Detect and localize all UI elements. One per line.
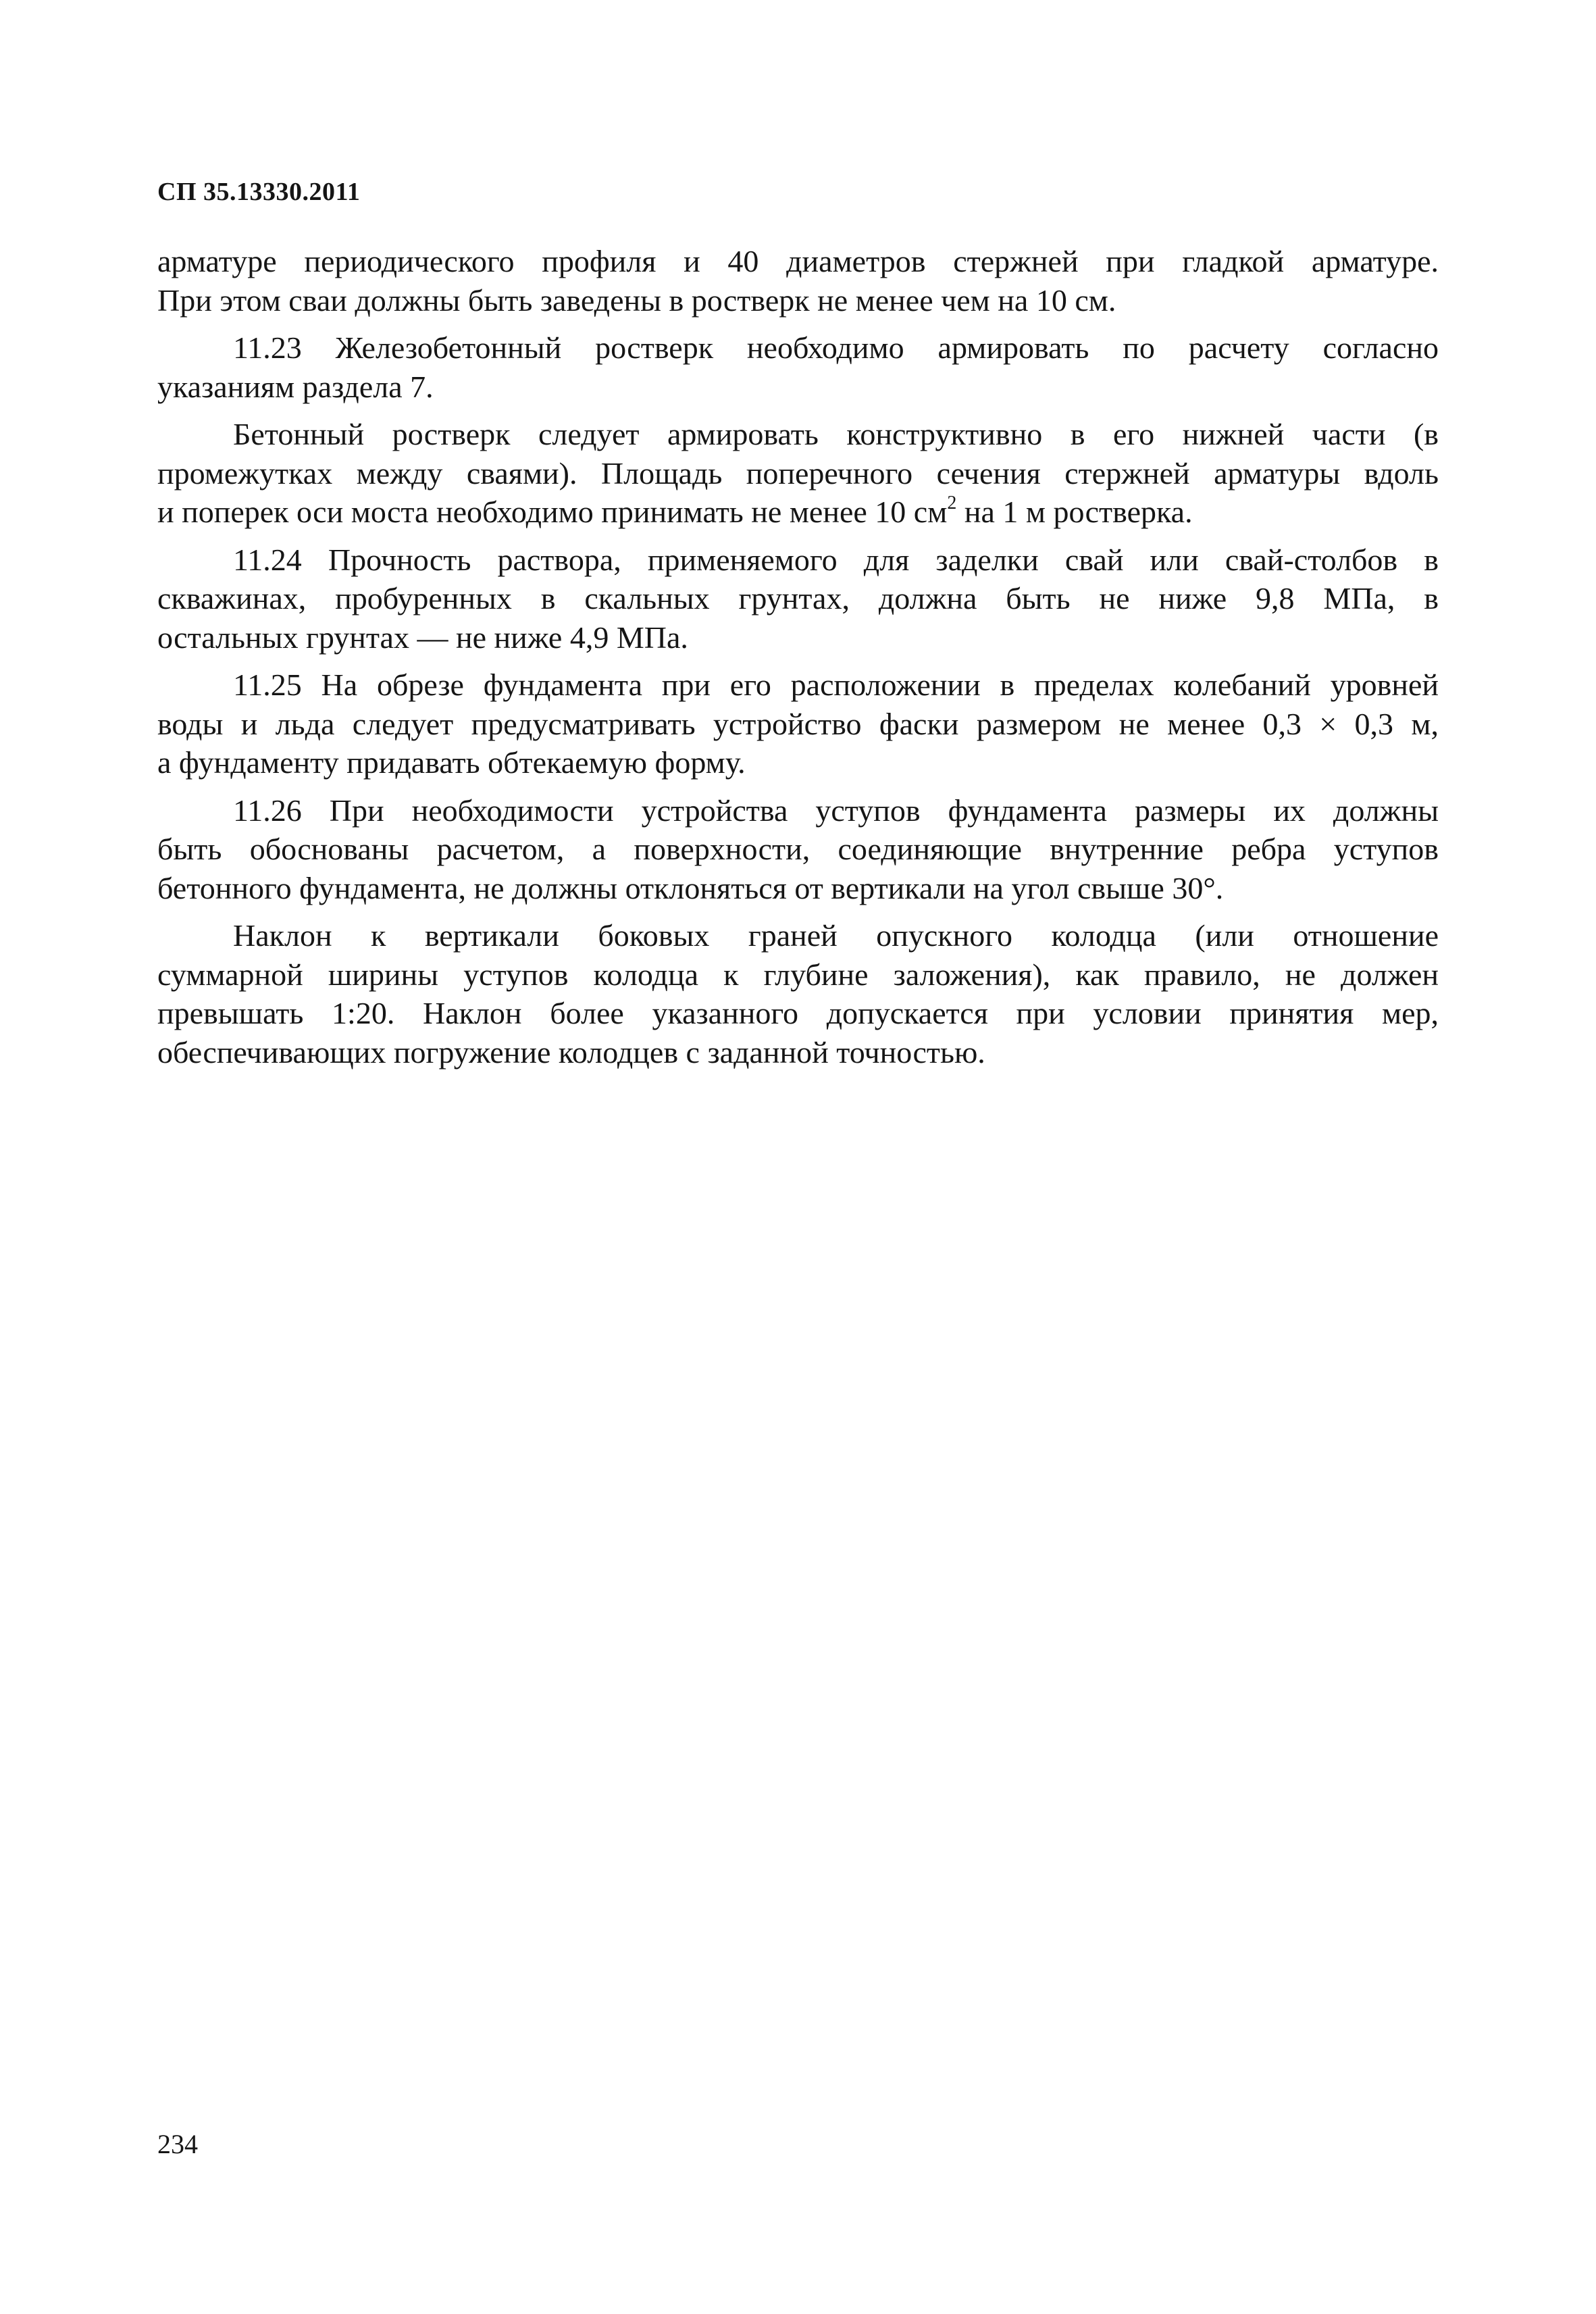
text-line: обеспечивающих погружение колодцев с заданной точностью.: [157, 1034, 985, 1070]
text-line: 11.26 При необходимости устройства уступов фундамента размеры их должны: [233, 793, 1439, 828]
text-line: Наклон к вертикали боковых граней опускного колодца (или отношение: [233, 918, 1439, 953]
text-line: 11.23 Железобетонный ростверк необходимо армировать по расчету согласно: [233, 330, 1439, 365]
paragraph-11-24: [157, 540, 1439, 657]
paragraph-concrete-grillage: [157, 415, 1439, 532]
text-line: 11.24 Прочность раствора, применяемого для заделки свай или свай-столбов в: [233, 542, 1439, 577]
text-line: При этом сваи должны быть заведены в ростверк не менее чем на 10 см.: [157, 282, 1116, 318]
text-line: Бетонный ростверк следует армировать конструктивно в его нижней части (в: [233, 417, 1439, 451]
paragraph-11-25: [157, 665, 1439, 782]
document-body: [157, 242, 1439, 1080]
document-code-header: СП 35.13330.2011: [157, 178, 361, 206]
text-line: 11.25 На обрезе фундамента при его расположении в пределах колебаний уровней: [233, 668, 1439, 702]
text-line: промежутках между сваями). Площадь поперечного сечения стержней арматуры вдоль: [157, 455, 1439, 491]
paragraph-well-slope: [157, 916, 1439, 1072]
text-fragment: и поперек оси моста необходимо принимать не менее 10 см: [157, 495, 948, 529]
text-line: остальных грунтах — не ниже 4,9 МПа.: [157, 620, 688, 655]
paragraph-continuation: [157, 242, 1439, 320]
text-line: суммарной ширины уступов колодца к глубине заложения), как правило, не должен: [157, 957, 1439, 992]
paragraph-11-26: [157, 791, 1439, 908]
text-line: быть обоснованы расчетом, а поверхности, соединяющие внутренние ребра уступов: [157, 832, 1439, 866]
text-line: воды и льда следует предусматривать устройство фаски размером не менее 0,3 × 0,3 м,: [157, 706, 1439, 741]
text-line: а фундаменту придавать обтекаемую форму.: [157, 745, 746, 780]
text-line: указаниям раздела 7.: [157, 369, 434, 404]
page-number: 234: [157, 2129, 198, 2159]
text-fragment: на 1 м ростверка.: [956, 495, 1193, 529]
text-line: превышать 1:20. Наклон более указанного допускается при условии принятия мер,: [157, 996, 1439, 1030]
text-line: скважинах, пробуренных в скальных грунтах, должна быть не ниже 9,8 МПа, в: [157, 581, 1439, 615]
text-line: бетонного фундамента, не должны отклоняться от вертикали на угол свыше 30°.: [157, 870, 1224, 905]
text-line: арматуре периодического профиля и 40 диаметров стержней при гладкой арматуре.: [157, 244, 1439, 278]
paragraph-11-23: [157, 328, 1439, 406]
superscript: 2: [947, 493, 957, 513]
text-line: [157, 493, 1439, 532]
